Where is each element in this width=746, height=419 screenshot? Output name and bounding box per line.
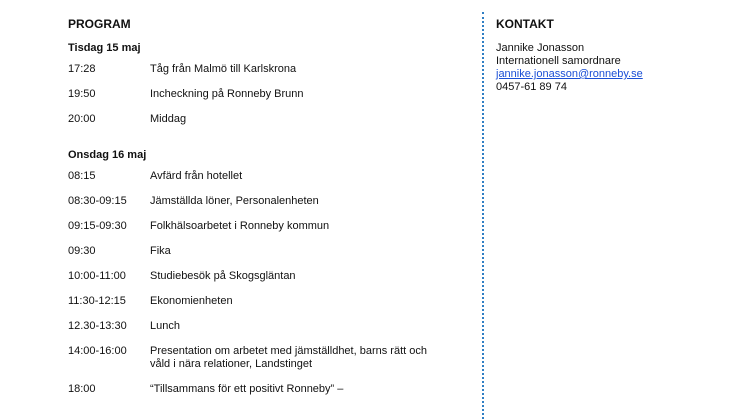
schedule-row [68,113,468,126]
schedule-time: 12.30-13:30 [68,320,127,332]
schedule-activity: “Tillsammans för ett positivt Ronneby” – [150,383,344,395]
schedule-time: 09:30 [68,245,96,257]
schedule-activity: Fika [150,245,171,257]
schedule-activity: Jämställda löner, Personalenheten [150,195,319,207]
contact-role: Internationell samordnare [496,55,621,67]
schedule-row [68,320,468,333]
dotted-divider [482,12,484,419]
schedule-activity: Lunch [150,320,180,332]
section-spacer [68,138,468,149]
schedule-row [68,170,468,183]
schedule-activity: Middag [150,113,187,125]
schedule-activity: Folkhälsoarbetet i Ronneby kommun [150,220,330,232]
schedule-row [68,295,468,308]
schedule-time: 17:28 [68,63,96,75]
schedule-time: 11:30-12:15 [68,295,126,307]
schedule-time: 08:30-09:15 [68,195,127,207]
contact-name: Jannike Jonasson [496,42,585,54]
schedule-activity: Tåg från Malmö till Karlskrona [150,63,297,75]
contact-section [496,17,736,94]
contact-phone: 0457-61 89 74 [496,81,567,93]
schedule-activity: Presentation om arbetet med jämställdhet, barns rätt och våld i nära relationer, Landstinget [150,345,427,370]
contact-email-link[interactable]: jannike.jonasson@ronneby.se [496,68,643,80]
schedule-time: 18:00 [68,383,96,395]
schedule-row [68,220,468,233]
schedule-time: 19:50 [68,88,96,100]
schedule-row [68,345,468,371]
schedule-activity: Avfärd från hotellet [150,170,243,182]
schedule-time: 20:00 [68,113,96,125]
schedule-activity: Ekonomienheten [150,295,233,307]
program-section [68,17,468,408]
schedule-row [68,88,468,101]
schedule-row [68,245,468,258]
schedule-time: 14:00-16:00 [68,345,127,357]
schedule-row [68,63,468,76]
schedule-row [68,270,468,283]
schedule-time: 08:15 [68,170,96,182]
program-heading: PROGRAM [68,17,131,31]
day-title: Tisdag 15 maj [68,42,141,54]
schedule-row [68,383,468,396]
schedule-activity: Incheckning på Ronneby Brunn [150,88,304,100]
day-title: Onsdag 16 maj [68,149,147,161]
schedule-time: 09:15-09:30 [68,220,127,232]
schedule-time: 10:00-11:00 [68,270,126,282]
contact-heading: KONTAKT [496,17,554,31]
schedule-activity: Studiebesök på Skogsgläntan [150,270,296,282]
schedule-row [68,195,468,208]
